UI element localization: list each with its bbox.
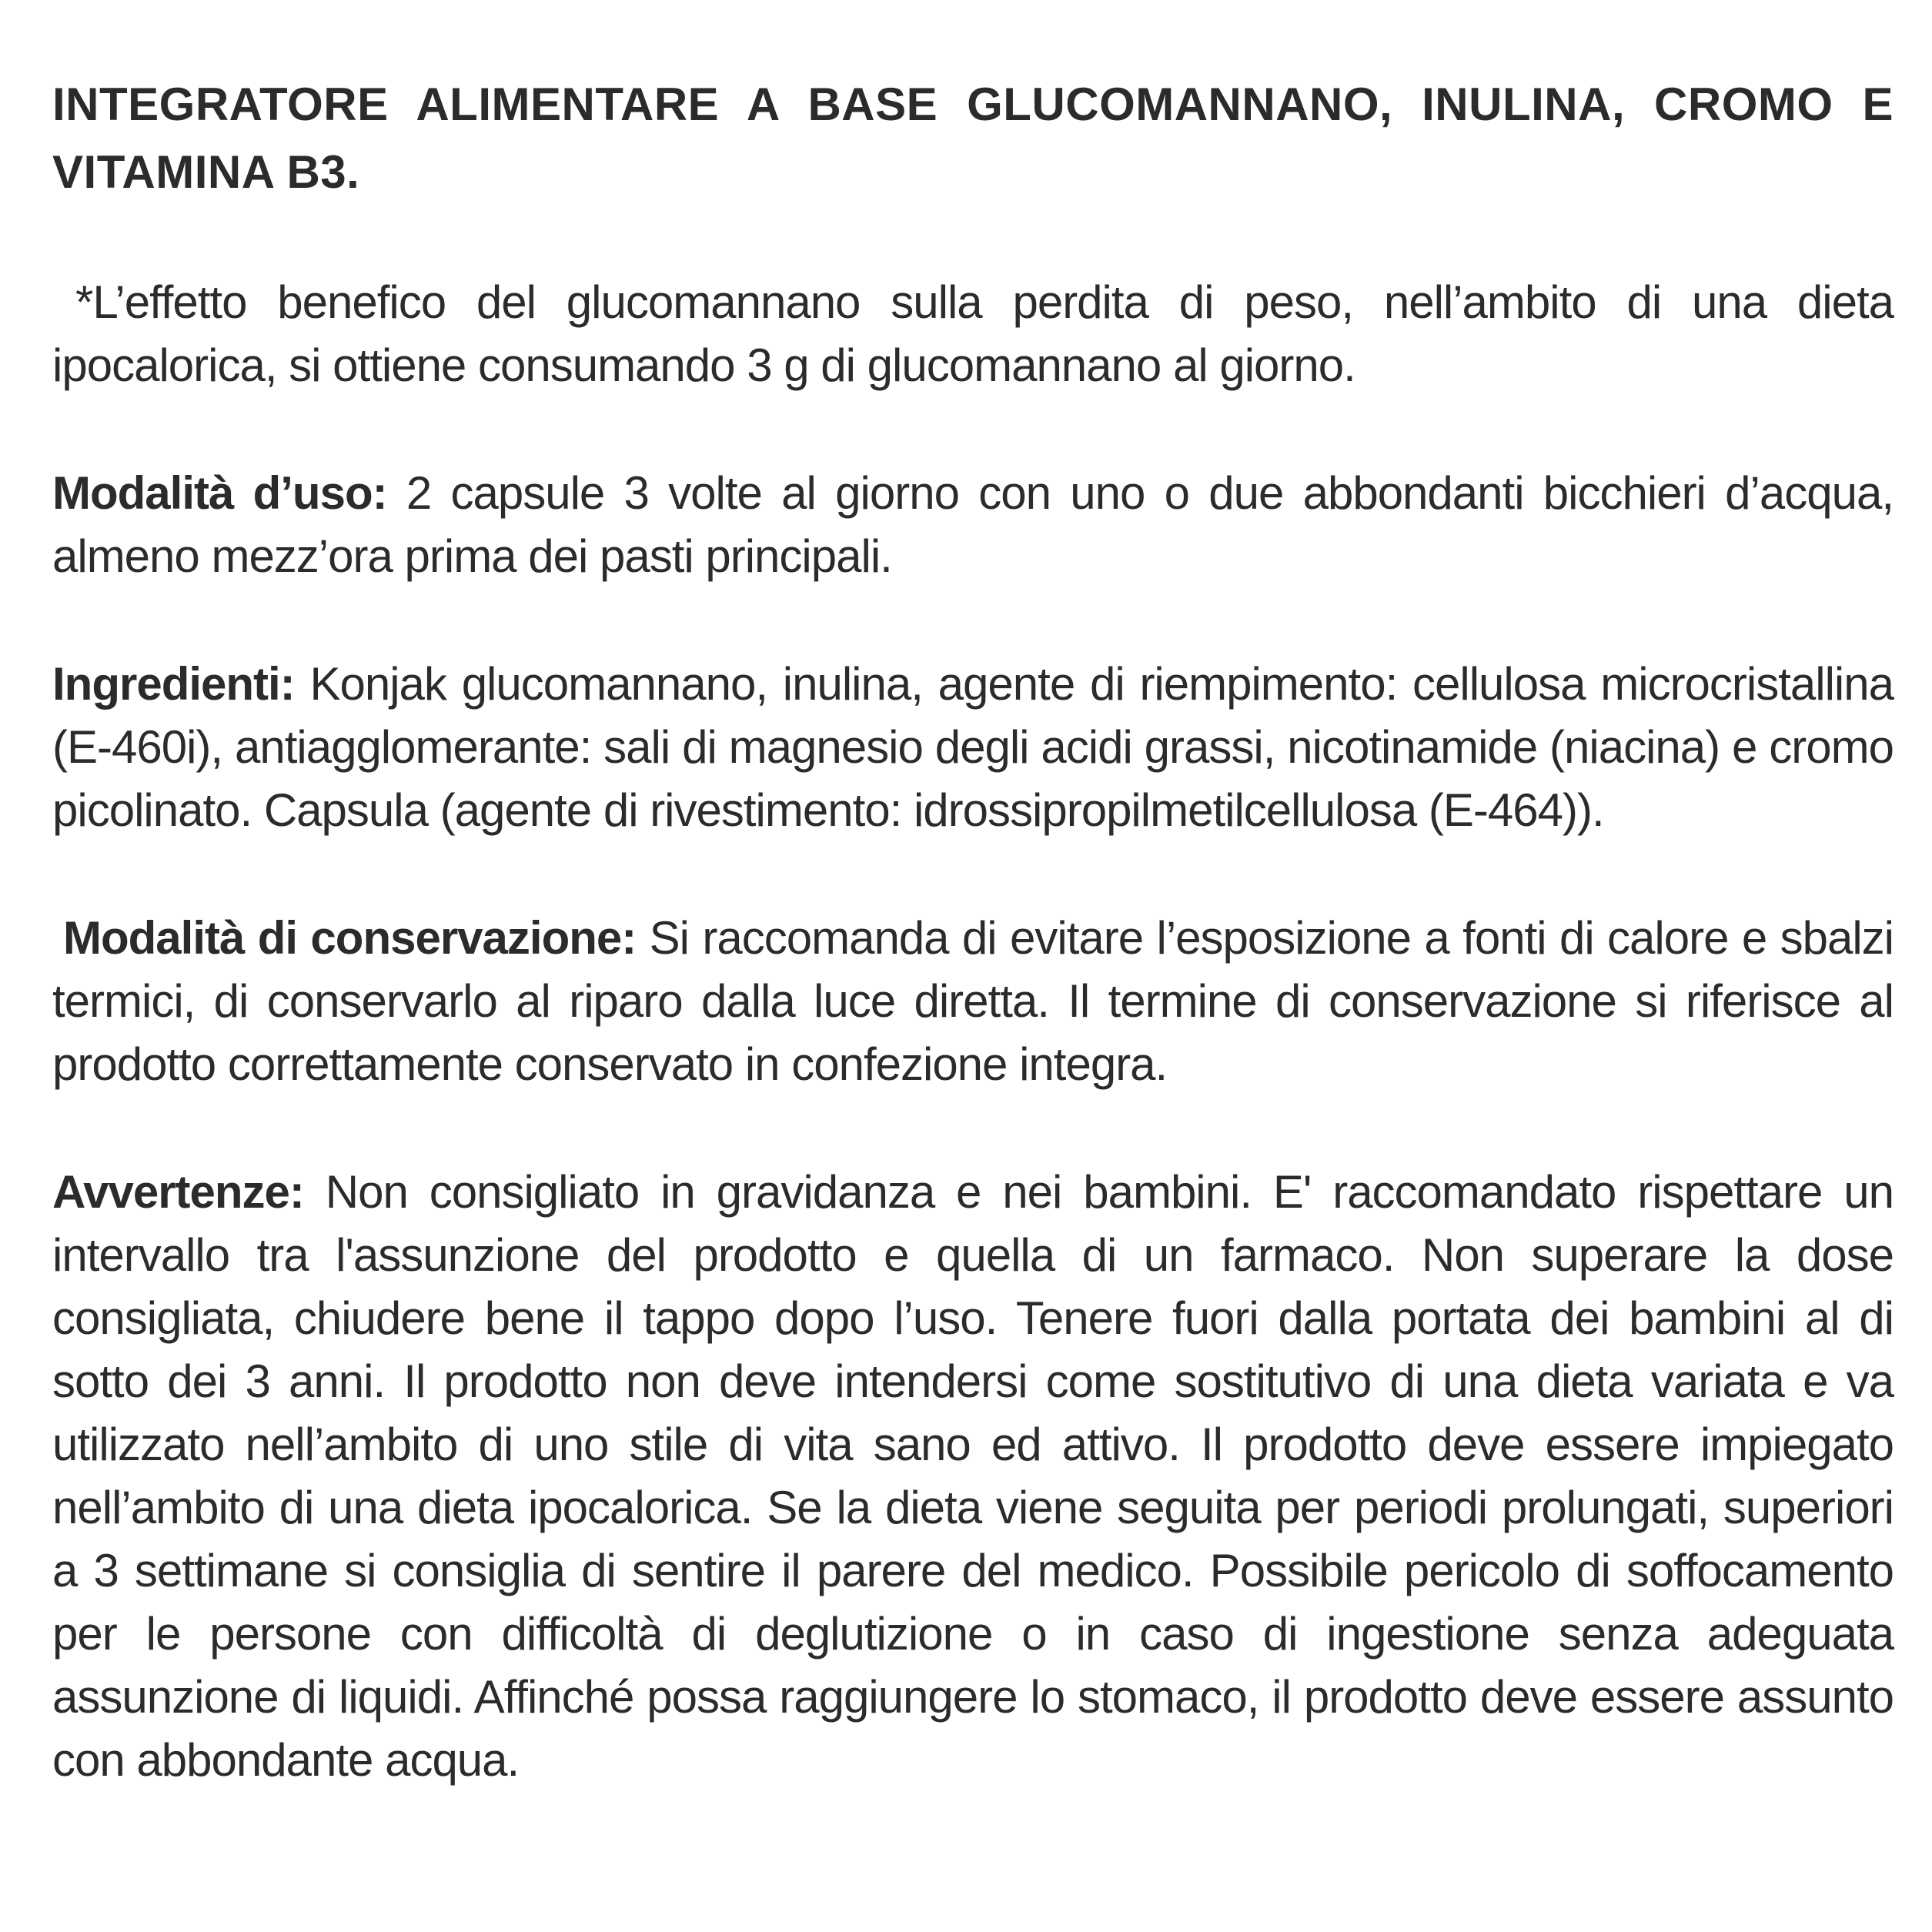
effect-note: *L’effetto benefico del glucomannano sulla perdita di peso, nell’ambito di una dieta ipocalorica, si ottiene consumando 3 g di glucomannano al giorno. xyxy=(52,276,1894,391)
storage-label: Modalità di conservazione: xyxy=(63,912,637,964)
usage-text: 2 capsule 3 volte al giorno con uno o due abbondanti bicchieri d’acqua, almeno mezz’ora prima dei pasti principali. xyxy=(52,467,1894,582)
warnings-text: Non consigliato in gravidanza e nei bambini. E' raccomandato rispettare un intervallo tra l'assunzione del prodotto e quella di un farmaco. Non superare la dose consigliata, chiudere bene il tappo dopo l’uso. Tenere fuori dalla portata dei bambini al di sotto dei 3 anni. Il prodotto non deve intendersi come sostitutivo di una dieta variata e va utilizzato nell’ambito di uno stile di vita sano ed attivo. Il prodotto deve essere impiegato nell’ambito di una dieta ipocalorica. Se la dieta viene seguita per periodi prolungati, superiori a 3 settimane si consiglia di sentire il parere del medico. Possibile pericolo di soffocamento per le persone con difficoltà di deglutizione o in caso di ingestione senza adeguata assunzione di liquidi. Affinché possa raggiungere lo stomaco, il prodotto deve essere assunto con abbondante acqua. xyxy=(52,1166,1894,1786)
warnings-section xyxy=(52,1161,1894,1792)
usage-label: Modalità d’uso: xyxy=(52,467,387,519)
usage-section xyxy=(52,462,1894,588)
storage-section xyxy=(52,907,1894,1096)
product-title: INTEGRATORE ALIMENTARE A BASE GLUCOMANNANO, INULINA, CROMO E VITAMINA B3. xyxy=(52,79,1894,198)
warnings-label: Avvertenze: xyxy=(52,1166,304,1218)
ingredients-section xyxy=(52,653,1894,842)
label-text-block xyxy=(52,71,1894,1792)
ingredients-label: Ingredienti: xyxy=(52,658,295,710)
ingredients-text: Konjak glucomannano, inulina, agente di riempimento: cellulosa microcristallina (E-460i), antiagglomerante: sali di magnesio degli acidi grassi, nicotinamide (niacina) e cromo picolinato. Capsula (agente di rivestimento: idrossipropilmetilcellulosa (E-464)). xyxy=(52,658,1894,836)
storage-text: Si raccomanda di evitare l’esposizione a fonti di calore e sbalzi termici, di conservarlo al riparo dalla luce diretta. Il termine di conservazione si riferisce al prodotto correttamente conservato in confezione integra. xyxy=(52,912,1894,1090)
